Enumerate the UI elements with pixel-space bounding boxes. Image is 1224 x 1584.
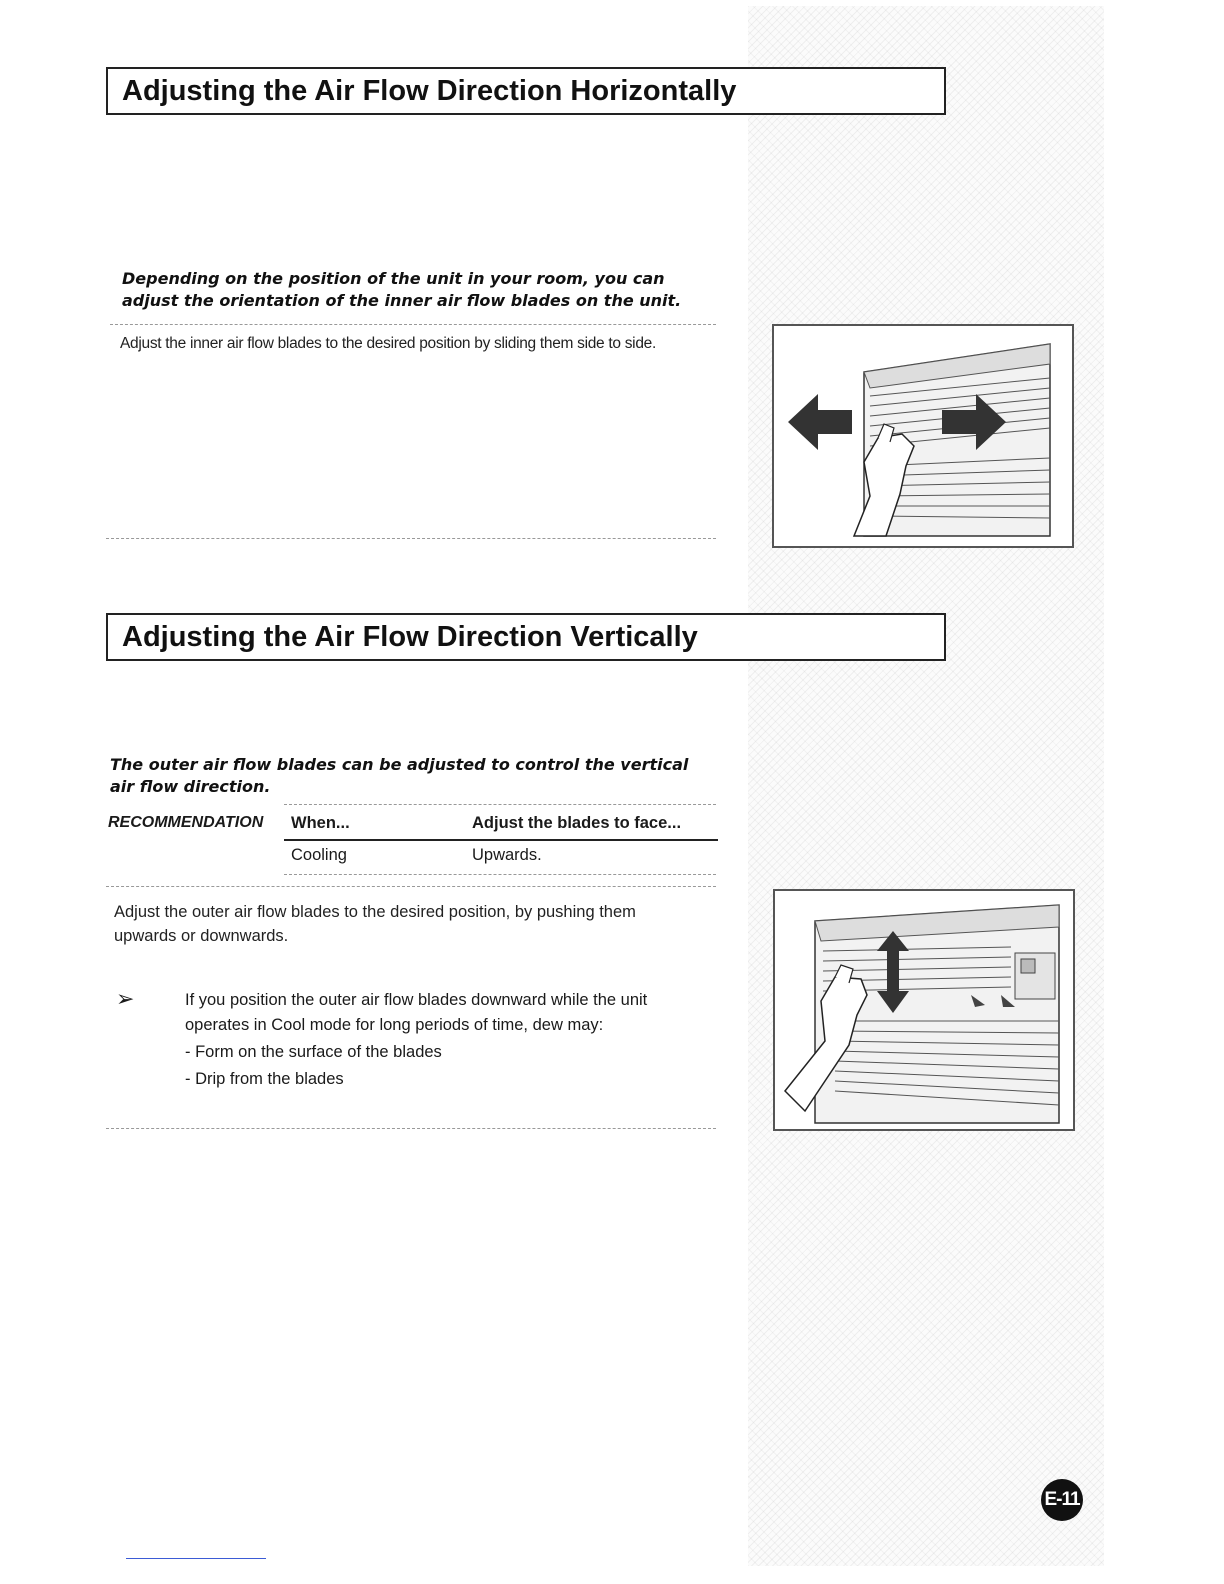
table-header-rule (284, 839, 718, 841)
column-header-adjust: Adjust the blades to face... (472, 814, 682, 832)
column-header-when: When... (291, 814, 350, 832)
divider (110, 324, 716, 325)
divider (106, 886, 716, 887)
section-header-horizontal (106, 67, 946, 115)
section-title-vertical: Adjusting the Air Flow Direction Vertically (122, 621, 698, 653)
page-number-badge: E-11 (1041, 1479, 1083, 1521)
body-vertical: Adjust the outer air flow blades to the desired position, by pushing them upwards or downwards. (114, 903, 636, 945)
note-arrow-icon: ➢ (116, 986, 135, 1011)
divider (284, 874, 716, 875)
note-item: - Drip from the blades (185, 1070, 344, 1088)
cell-when: Cooling (291, 846, 347, 864)
footer-line (126, 1558, 266, 1559)
illustration-horizontal-blades (772, 324, 1074, 548)
note-text: If you position the outer air flow blades downward while the unit operates in Cool mode for long periods of time, dew may: (185, 991, 648, 1034)
note-item: - Form on the surface of the blades (185, 1043, 442, 1061)
divider (106, 538, 716, 539)
illustration-vertical-blades (773, 889, 1075, 1131)
divider (106, 1128, 716, 1129)
section-header-vertical (106, 613, 946, 661)
intro-vertical: The outer air flow blades can be adjusted to control the vertical air flow direction. (110, 755, 689, 796)
section-title-horizontal: Adjusting the Air Flow Direction Horizontally (122, 75, 737, 107)
body-horizontal: Adjust the inner air flow blades to the desired position by sliding them side to side. (120, 335, 656, 352)
recommendation-label: RECOMMENDATION (108, 814, 264, 831)
divider (284, 804, 716, 805)
side-texture-panel (748, 6, 1104, 1566)
intro-horizontal: Depending on the position of the unit in your room, you can adjust the orientation of the inner air flow blades on the unit. (122, 269, 682, 310)
cell-adjust: Upwards. (472, 846, 542, 864)
note-block (185, 988, 685, 1092)
